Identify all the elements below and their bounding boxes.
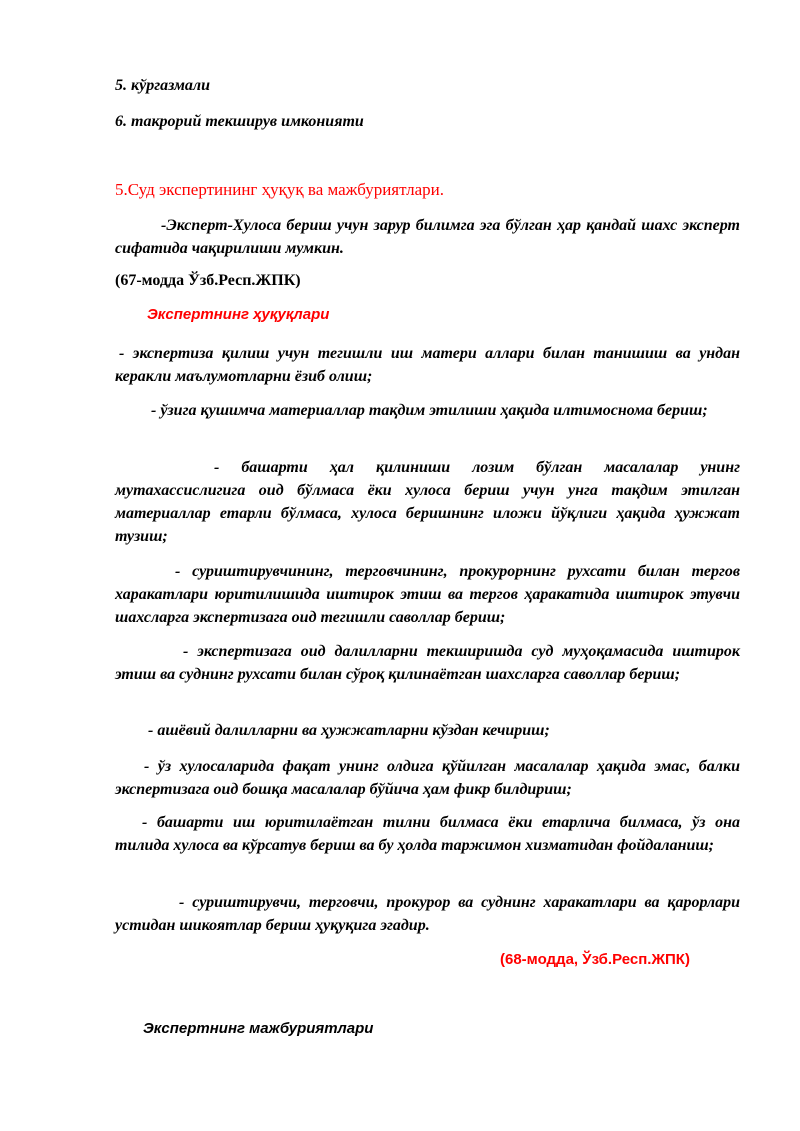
rights-item: - башарти иш юритилаётган тилни билмаса ёки етарлича билмаса, ўз она тилида хулоса ва кўрсатув бериш ва бу ҳолда таржимон хизматидан фойдаланиш;: [115, 814, 740, 854]
rights-item: - суриштирувчи, терговчи, прокурор ва суднинг харакатлари ва қарорлари устидан шикоятлар бериш ҳуқуқига эгадир.: [115, 894, 740, 934]
list-item: 6. такрорий текширув имконияти: [115, 113, 364, 130]
rights-heading: Экспертнинг ҳуқуқлари: [147, 306, 330, 323]
rights-item: - суриштирувчининг, терговчининг, прокурорнинг рухсати билан тергов харакатлари юритилишида иштирок этиш ва тергов ҳаракатида иштирок этувчи шахсларга экспертизага оид тегишли саволлар бериш;: [115, 563, 740, 626]
rights-item: - ашёвий далилларни ва ҳужжатларни кўздан кечириш;: [148, 722, 550, 739]
article-reference: (67-модда Ўзб.Респ.ЖПК): [115, 272, 301, 289]
rights-item: - экспертизага оид далилларни текширишда суд муҳоқамасида иштирок этиш ва суднинг рухсати билан сўроқ қилинаётган шахсларга саволлар бериш;: [115, 643, 740, 683]
section-heading: 5.Суд экспертининг ҳуқуқ ва мажбуриятлари.: [115, 180, 445, 199]
article-reference: (68-модда, Ўзб.Респ.ЖПК): [500, 951, 690, 968]
rights-item: - ўзига қушимча материаллар тақдим этилиши ҳақида илтимоснома бериш;: [151, 402, 708, 419]
rights-item: - ўз хулосаларида фақат унинг олдига қўйилган масалалар ҳақида эмас, балки экспертизага оид бошқа масалалар бўйича ҳам фикр билдириш;: [115, 758, 740, 798]
list-item: 5. кўргазмали: [115, 77, 211, 94]
duties-heading: Экспертнинг мажбуриятлари: [143, 1020, 374, 1037]
definition-paragraph: -Эксперт-Хулоса бериш учун зарур билимга эга бўлган ҳар қандай шахс эксперт сифатида чақирилиши мумкин.: [115, 217, 740, 257]
rights-item: - башарти ҳал қилиниши лозим бўлган масалалар унинг мутахассислигига оид бўлмаса ёки хулоса бериш учун унга тақдим этилган материаллар етарли бўлмаса, хулоса беришнинг иложи йўқлиги ҳақида ҳужжат тузиш;: [115, 459, 740, 545]
rights-item: - экспертиза қилиш учун тегишли иш матери аллари билан танишиш ва ундан керакли маълумотларни ёзиб олиш;: [115, 345, 740, 385]
